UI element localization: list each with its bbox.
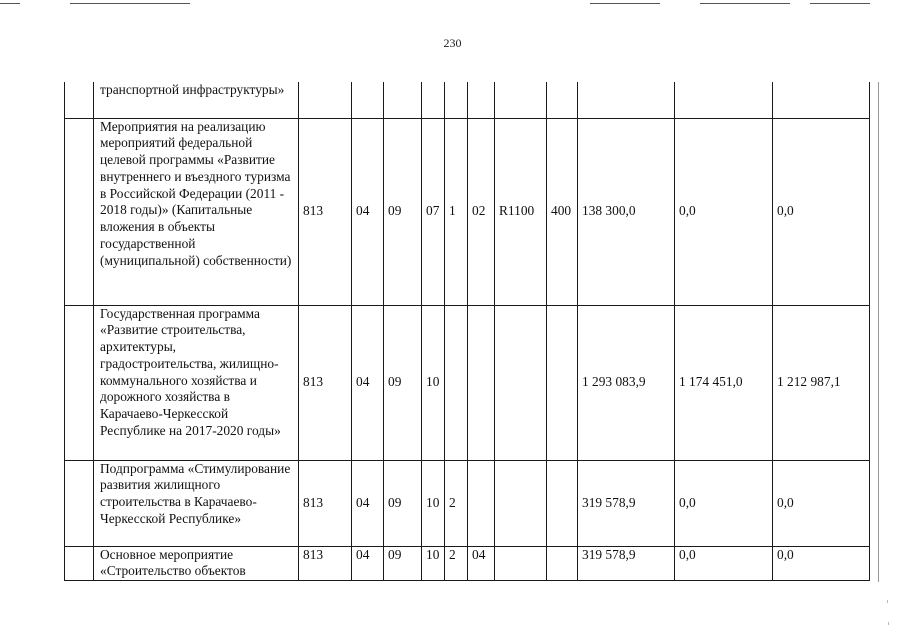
table-row xyxy=(65,305,870,460)
expense-type-code xyxy=(547,460,578,546)
item-name: Мероприятия на реализацию мероприятий федеральной целевой программы «Развитие внутреннего и въездного туризма в Российской Федерации (2011 - 2018 годы)» (Капитальные вложения в объекты государственной (муниципальной) собственности) xyxy=(94,118,299,305)
section-code: 04 xyxy=(352,546,384,581)
amount-year-1 xyxy=(578,82,675,118)
subsection-code: 09 xyxy=(384,460,422,546)
direction-code: R1100 xyxy=(495,118,547,305)
direction-code xyxy=(495,546,547,581)
program-code: 10 xyxy=(422,305,445,460)
amount-year-1: 138 300,0 xyxy=(578,118,675,305)
amount-year-1: 319 578,9 xyxy=(578,546,675,581)
section-code: 04 xyxy=(352,460,384,546)
amount-year-1: 319 578,9 xyxy=(578,460,675,546)
subsection-code: 09 xyxy=(384,546,422,581)
section-code: 04 xyxy=(352,305,384,460)
amount-year-2: 0,0 xyxy=(675,118,773,305)
amount-year-3: 1 212 987,1 xyxy=(773,305,870,460)
amount-year-3: 0,0 xyxy=(773,118,870,305)
expense-type-code xyxy=(547,305,578,460)
direction-code xyxy=(495,460,547,546)
subprogram-code xyxy=(445,305,468,460)
item-name: транспортной инфраструктуры» xyxy=(94,82,299,118)
activity-code xyxy=(468,82,495,118)
program-code xyxy=(422,82,445,118)
expense-type-code xyxy=(547,546,578,581)
subprogram-code xyxy=(445,82,468,118)
program-code: 07 xyxy=(422,118,445,305)
ministry-code: 813 xyxy=(299,546,352,581)
item-name: Государственная программа «Развитие строительства, архитектуры, градостроительства, жилищно-коммунального хозяйства и дорожного хозяйства в Карачаево-Черкесской Республике на 2017-2020 годы» xyxy=(94,305,299,460)
activity-code xyxy=(468,460,495,546)
row-index-cell xyxy=(65,460,94,546)
activity-code: 02 xyxy=(468,118,495,305)
scan-speck xyxy=(888,622,889,625)
direction-code xyxy=(495,82,547,118)
amount-year-1: 1 293 083,9 xyxy=(578,305,675,460)
amount-year-2: 0,0 xyxy=(675,460,773,546)
item-name: Основное мероприятие «Строительство объектов xyxy=(94,546,299,581)
ministry-code: 813 xyxy=(299,118,352,305)
section-code xyxy=(352,82,384,118)
program-code: 10 xyxy=(422,460,445,546)
activity-code xyxy=(468,305,495,460)
ministry-code: 813 xyxy=(299,460,352,546)
table-row xyxy=(65,82,870,118)
budget-table xyxy=(64,82,870,581)
table-row xyxy=(65,118,870,305)
subprogram-code: 2 xyxy=(445,546,468,581)
section-code: 04 xyxy=(352,118,384,305)
expense-type-code: 400 xyxy=(547,118,578,305)
scan-speck xyxy=(887,600,888,603)
row-index-cell xyxy=(65,305,94,460)
table-row xyxy=(65,546,870,581)
row-index-cell xyxy=(65,118,94,305)
subsection-code xyxy=(384,82,422,118)
amount-year-3 xyxy=(773,82,870,118)
ministry-code xyxy=(299,82,352,118)
table-row xyxy=(65,460,870,546)
row-index-cell xyxy=(65,546,94,581)
item-name: Подпрограмма «Стимулирование развития жилищного строительства в Карачаево-Черкесской Республике» xyxy=(94,460,299,546)
direction-code xyxy=(495,305,547,460)
amount-year-2 xyxy=(675,82,773,118)
scan-right-margin-line xyxy=(878,82,879,582)
amount-year-2: 1 174 451,0 xyxy=(675,305,773,460)
subsection-code: 09 xyxy=(384,305,422,460)
subprogram-code: 2 xyxy=(445,460,468,546)
amount-year-3: 0,0 xyxy=(773,546,870,581)
subprogram-code: 1 xyxy=(445,118,468,305)
subsection-code: 09 xyxy=(384,118,422,305)
amount-year-3: 0,0 xyxy=(773,460,870,546)
expense-type-code xyxy=(547,82,578,118)
ministry-code: 813 xyxy=(299,305,352,460)
program-code: 10 xyxy=(422,546,445,581)
page-number: 230 xyxy=(443,36,462,50)
scan-top-edge xyxy=(0,0,905,10)
amount-year-2: 0,0 xyxy=(675,546,773,581)
activity-code: 04 xyxy=(468,546,495,581)
row-index-cell xyxy=(65,82,94,118)
